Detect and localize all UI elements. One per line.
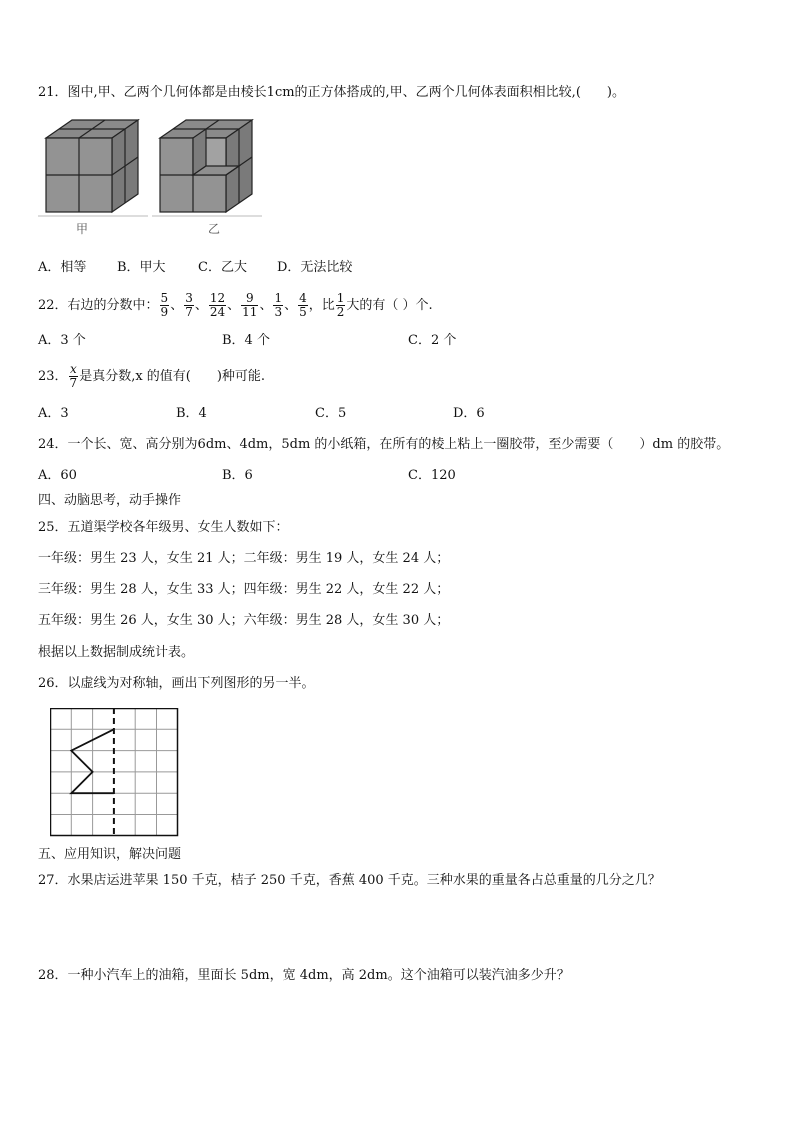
q24-option-c: C．120 xyxy=(408,468,456,483)
q21-text: 21．图中,甲、乙两个几何体都是由棱长1cm的正方体搭成的,甲、乙两个几何体表面积相比较,( )。 xyxy=(38,85,625,100)
q23-option-b: B．4 xyxy=(176,406,207,421)
q21-option-d: D．无法比较 xyxy=(277,260,353,275)
q26-text: 26．以虚线为对称轴，画出下列图形的另一半。 xyxy=(38,676,315,691)
q25-text: 25．五道渠学校各年级男、女生人数如下： xyxy=(38,520,289,535)
symmetry-grid xyxy=(50,708,180,838)
q22-fraction-2: $\frac{3}{7}$ xyxy=(185,291,193,319)
figure-yi xyxy=(152,112,262,240)
q22-option-a: A．3 个 xyxy=(38,333,86,348)
q22-prefix: 22．右边的分数中： xyxy=(38,298,159,313)
q22-fraction-4: $\frac{9}{11}$ xyxy=(242,291,258,319)
q27-text: 27．水果店运进苹果 150 千克，桔子 250 千克，香蕉 400 千克。三种水果的重量各占总重量的几分之几？ xyxy=(38,873,661,888)
q23-option-c: C．5 xyxy=(315,406,347,421)
q22-fraction-6: $\frac{4}{5}$ xyxy=(299,291,307,319)
q25-row-1: 一年级：男生 23 人，女生 21 人；二年级：男生 19 人，女生 24 人； xyxy=(38,551,450,566)
q22-half-fraction: $\frac{1}{2}$ xyxy=(336,291,345,319)
q23-option-a: A．3 xyxy=(38,406,69,421)
q24-option-a: A．60 xyxy=(38,468,77,483)
q21-option-c: C．乙大 xyxy=(198,260,247,275)
q23-text: 23． $\frac{x}{7}$ 是真分数,x 的值有( )种可能. xyxy=(38,362,266,390)
q25-footer: 根据以上数据制成统计表。 xyxy=(38,645,195,660)
figure-jia xyxy=(38,112,148,240)
q22-option-b: B．4 个 xyxy=(222,333,270,348)
q25-row-2: 三年级：男生 28 人，女生 33 人；四年级：男生 22 人，女生 22 人； xyxy=(38,582,450,597)
q24-text: 24．一个长、宽、高分别为6dm、4dm，5dm 的小纸箱，在所有的棱上粘上一圈胶带，至少需要（ ）dm 的胶带。 xyxy=(38,437,730,452)
q28-text: 28．一种小汽车上的油箱，里面长 5dm，宽 4dm，高 2dm。这个油箱可以装汽油多少升？ xyxy=(38,968,570,983)
q21-option-a: A．相等 xyxy=(38,260,87,275)
label-yi: 乙 xyxy=(208,222,221,236)
q22-fraction-5: $\frac{1}{3}$ xyxy=(274,291,283,319)
q23-fraction: $\frac{x}{7}$ xyxy=(69,362,78,390)
q23-option-d: D．6 xyxy=(453,406,485,421)
label-jia: 甲 xyxy=(76,222,89,236)
section-5-heading: 五、应用知识，解决问题 xyxy=(38,847,182,862)
q24-option-b: B．6 xyxy=(222,468,253,483)
q25-row-3: 五年级：男生 26 人，女生 30 人；六年级：男生 28 人，女生 30 人； xyxy=(38,613,450,628)
q22-option-c: C．2 个 xyxy=(408,333,457,348)
section-4-heading: 四、动脑思考，动手操作 xyxy=(38,493,182,508)
q22-fraction-1: $\frac{5}{9}$ xyxy=(160,291,169,319)
q22-text: 22．右边的分数中： $\frac{5}{9}$ 、 $\frac{3}{7}$ 、 $\frac{12}{24}$ 、 $\frac{9}{11}$ 、 $\frac{1}{3}$ 、 $\frac{4}{5}$ ，比 $\frac{1}{2}$ 大的有（ ）个. xyxy=(38,291,433,319)
q22-fraction-3: $\frac{12}{24}$ xyxy=(209,291,226,319)
q21-option-b: B．甲大 xyxy=(117,260,166,275)
